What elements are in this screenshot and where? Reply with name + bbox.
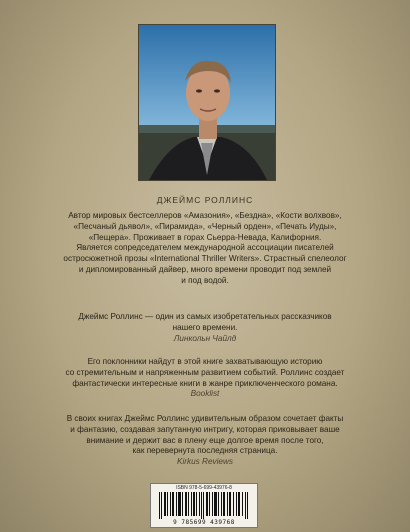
bio-line: «Песчаный дьявол», «Пирамида», «Черный орден», «Печать Иуды»,: [73, 221, 337, 231]
quote-source: Kirkus Reviews: [177, 457, 233, 467]
bio-line: остросюжетной прозы «International Thriller Writers». Страстный спелеолог: [63, 254, 347, 264]
author-name: ДЖЕЙМС РОЛЛИНС: [156, 195, 254, 205]
quote-line: как перевернута последняя страница.: [132, 446, 278, 456]
review-quote: [40, 357, 370, 400]
author-portrait-image: [139, 25, 275, 180]
isbn-digits: 9 785699 439768: [173, 519, 235, 526]
bio-line: Является сопредседателем международной ассоциации писателей: [76, 243, 334, 253]
author-photo: [138, 24, 276, 181]
isbn-label: ISBN 978-5-699-43976-8: [176, 485, 232, 491]
quote-line: Его поклонники найдут в этой книге захватывающую историю: [87, 357, 323, 366]
bio-line: и под водой.: [181, 275, 229, 285]
quote-line: Джеймс Роллинс — один из самых изобретательных рассказчиков: [78, 312, 332, 321]
bio-line: Автор мировых бестселлеров «Амазония», «Бездна», «Кости волхвов»,: [68, 211, 342, 220]
quote-source: Booklist: [190, 389, 220, 399]
bio-line: «Пещера». Проживает в горах Сьерра-Невада, Калифорния.: [88, 232, 322, 242]
quote-line: нашего времени.: [172, 322, 238, 332]
isbn-barcode: [150, 483, 258, 528]
review-quote: [40, 414, 370, 468]
quote-line: фантастически интересные книги в жанре приключенческого романа.: [72, 378, 338, 388]
quote-line: В своих книгах Джеймс Роллинс удивительным образом сочетает факты: [66, 414, 344, 423]
review-quote: [40, 312, 370, 344]
quote-line: и фантазию, создавая запутанную интригу, которая приковывает ваше: [70, 424, 340, 434]
author-bio: [40, 211, 370, 287]
quote-source: Линкольн Чайлд: [173, 333, 237, 343]
quote-line: со стремительным и напряженным развитием событий. Роллинс создает: [65, 367, 345, 377]
quote-line: внимание и держит вас в плену еще долгое время после того,: [86, 435, 324, 445]
bio-line: и дипломированный дайвер, много времени проводит под землей: [78, 264, 332, 274]
